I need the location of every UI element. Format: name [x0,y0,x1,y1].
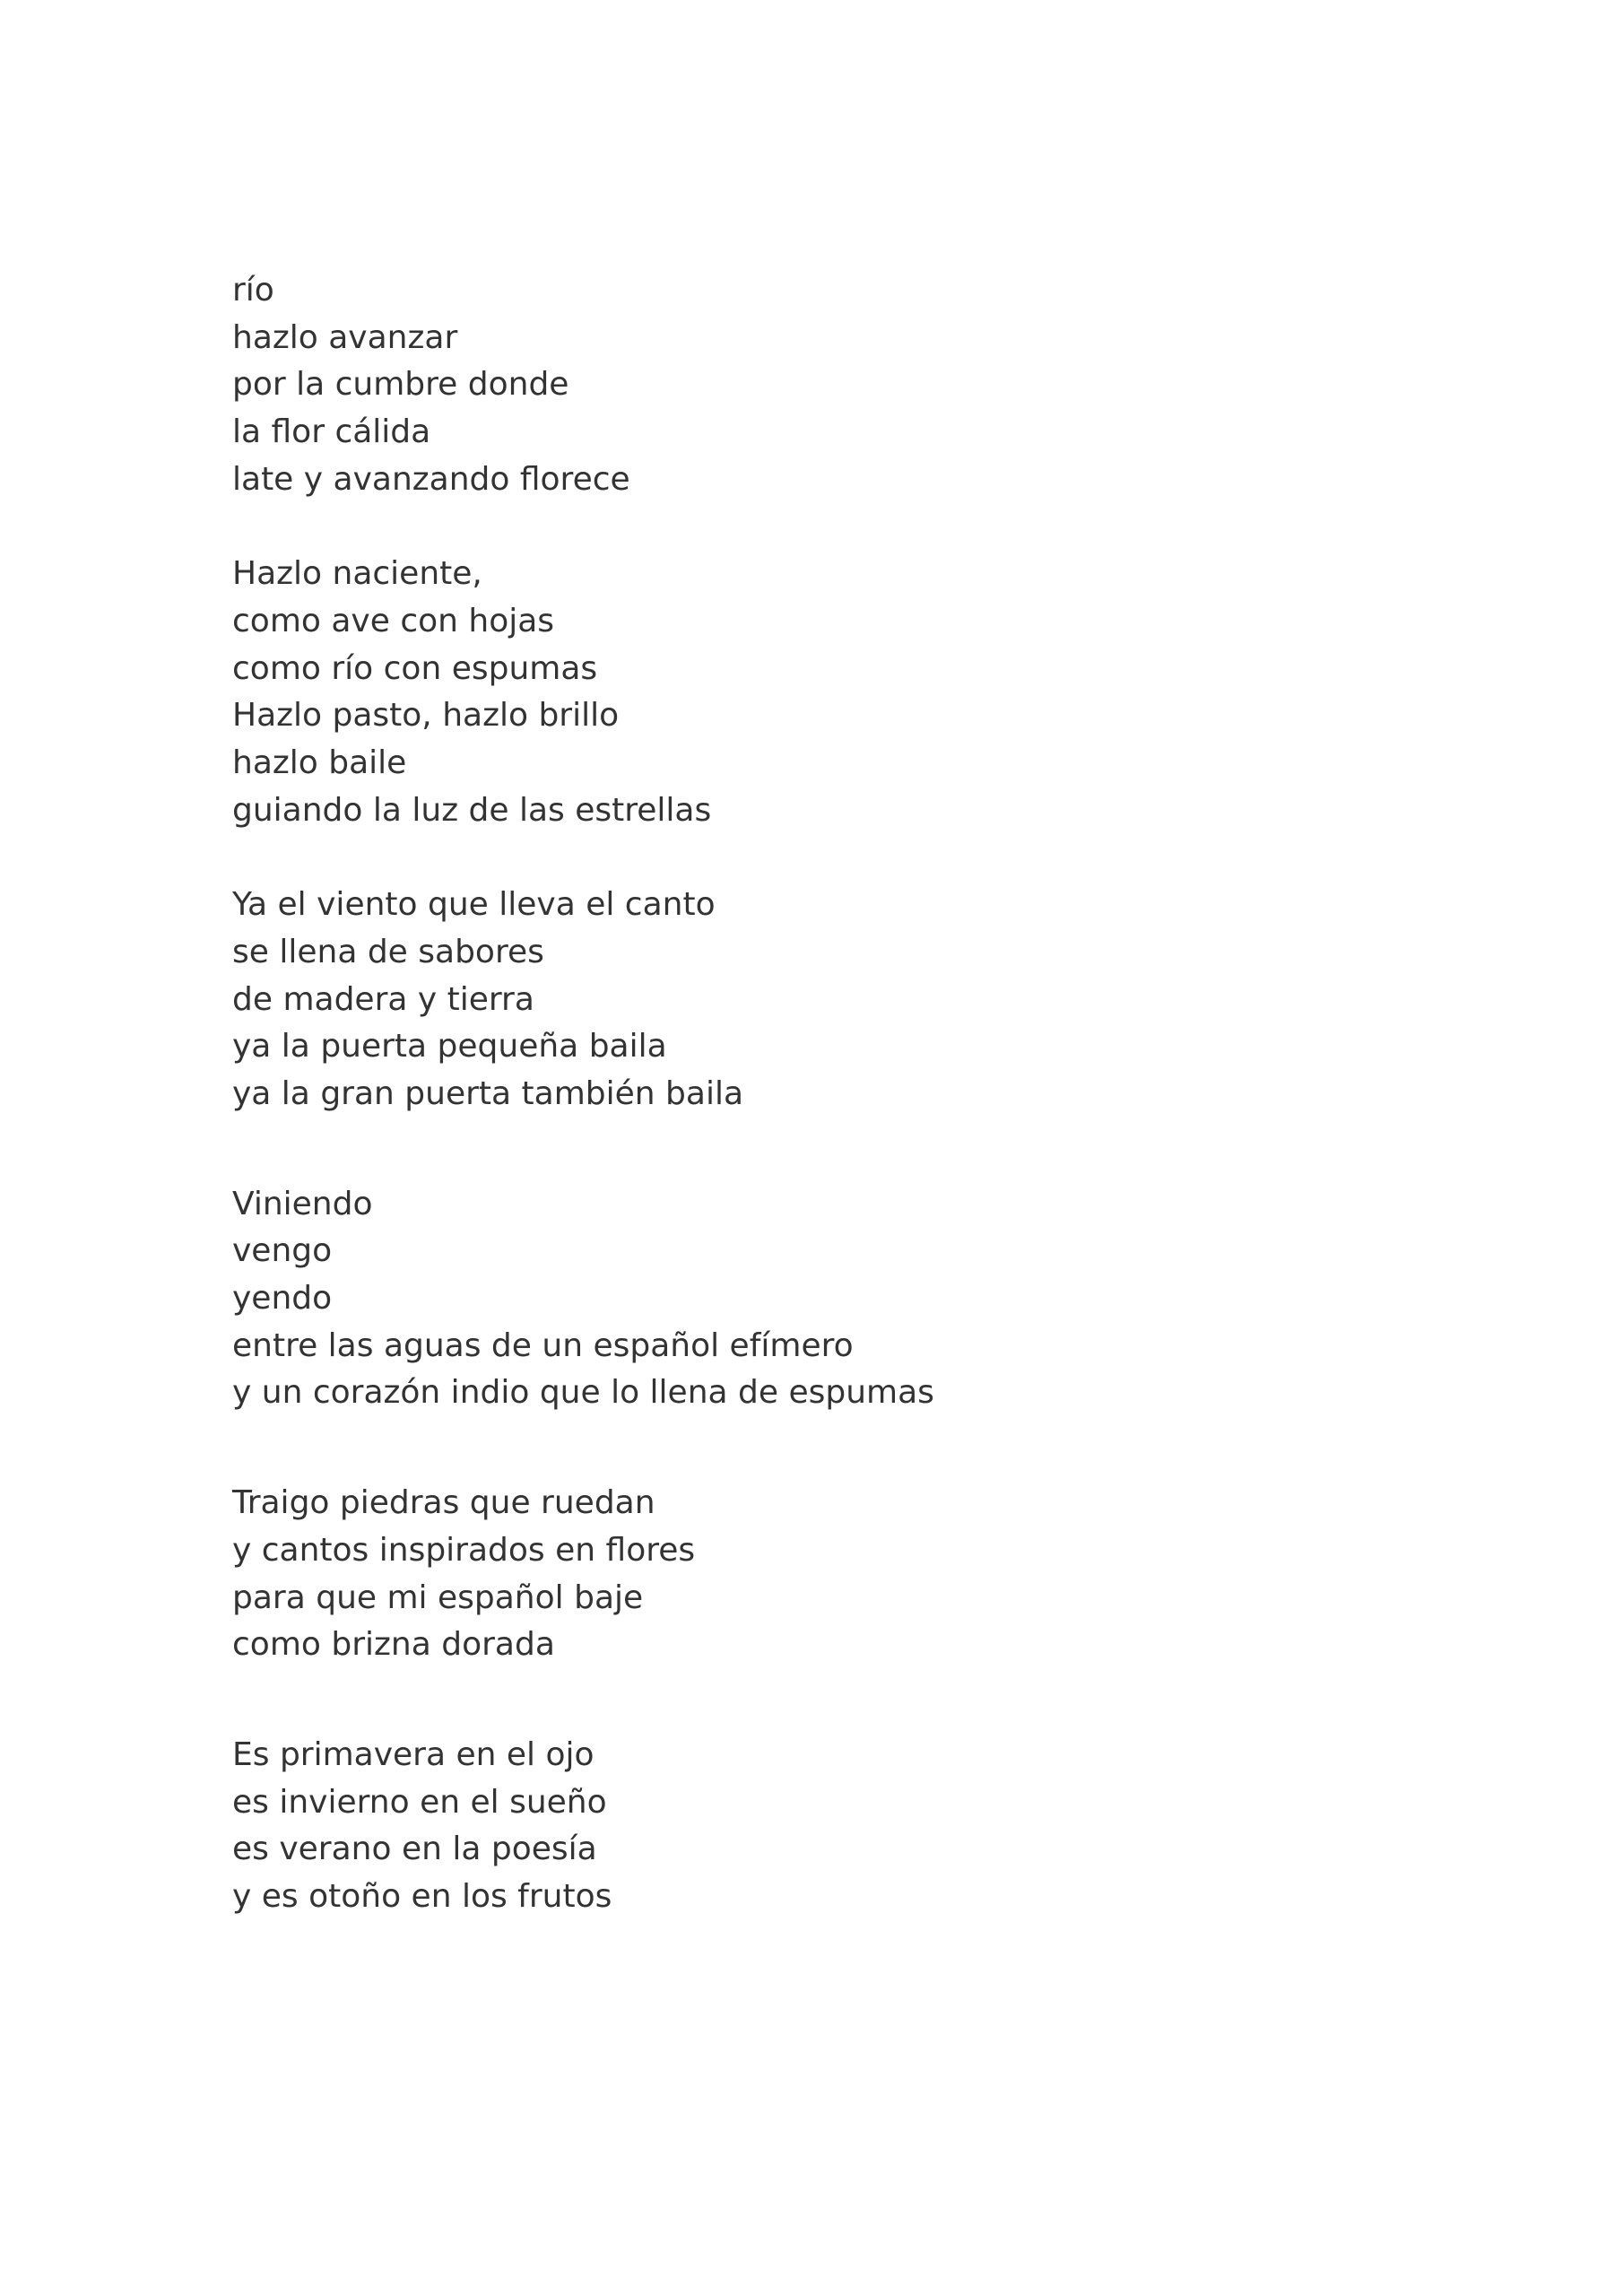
stanza-1 [232,267,1398,504]
poem-line: como río con espumas [232,649,598,687]
poem-line: ya la gran puerta también baila [232,1074,744,1112]
poem-line: es verano en la poesía [232,1831,597,1868]
poem-line: Es primavera en el ojo [232,1735,595,1773]
poem-line: entre las aguas de un español efímero [232,1326,854,1364]
poem-line: yendo [232,1280,333,1318]
stanza-4 [232,1181,1398,1418]
poem-line: es invierno en el sueño [232,1783,607,1821]
poem-line: la flor cálida [232,413,431,451]
poem-line: late y avanzando florece [232,460,630,498]
poem-line: Hazlo naciente, [232,555,482,593]
stanza-break [232,504,1398,552]
poem-body [232,267,1398,1921]
poem-line: como brizna dorada [232,1626,555,1664]
poem-line: vengo [232,1232,333,1270]
stanza-2 [232,551,1398,834]
poem-line: río [232,272,274,309]
poem-line: como ave con hojas [232,602,555,639]
stanza-break [232,834,1398,882]
poem-line: ya la puerta pequeña baila [232,1028,667,1065]
poem-line: guiando la luz de las estrellas [232,791,712,829]
poem-line: se llena de sabores [232,933,544,970]
poem-line: Hazlo pasto, hazlo brillo [232,697,620,735]
stanza-6 [232,1732,1398,1921]
stanza-5 [232,1480,1398,1669]
poem-line: para que mi español baje [232,1578,644,1616]
poem-line: Traigo piedras que ruedan [232,1484,655,1522]
stanza-break [232,1417,1398,1480]
poem-line: Ya el viento que lleva el canto [232,886,716,924]
poem-line: y es otoño en los frutos [232,1878,612,1916]
poem-line: por la cumbre donde [232,366,569,404]
stanza-break [232,1669,1398,1732]
poem-line: hazlo baile [232,744,407,782]
poem-line: Viniendo [232,1185,373,1222]
stanza-break [232,1118,1398,1181]
poem-line: y un corazón indio que lo llena de espumas [232,1374,934,1412]
poem-line: hazlo avanzar [232,318,458,356]
poem-line: de madera y tierra [232,980,534,1018]
stanza-3 [232,882,1398,1118]
poem-line: y cantos inspirados en flores [232,1531,696,1569]
